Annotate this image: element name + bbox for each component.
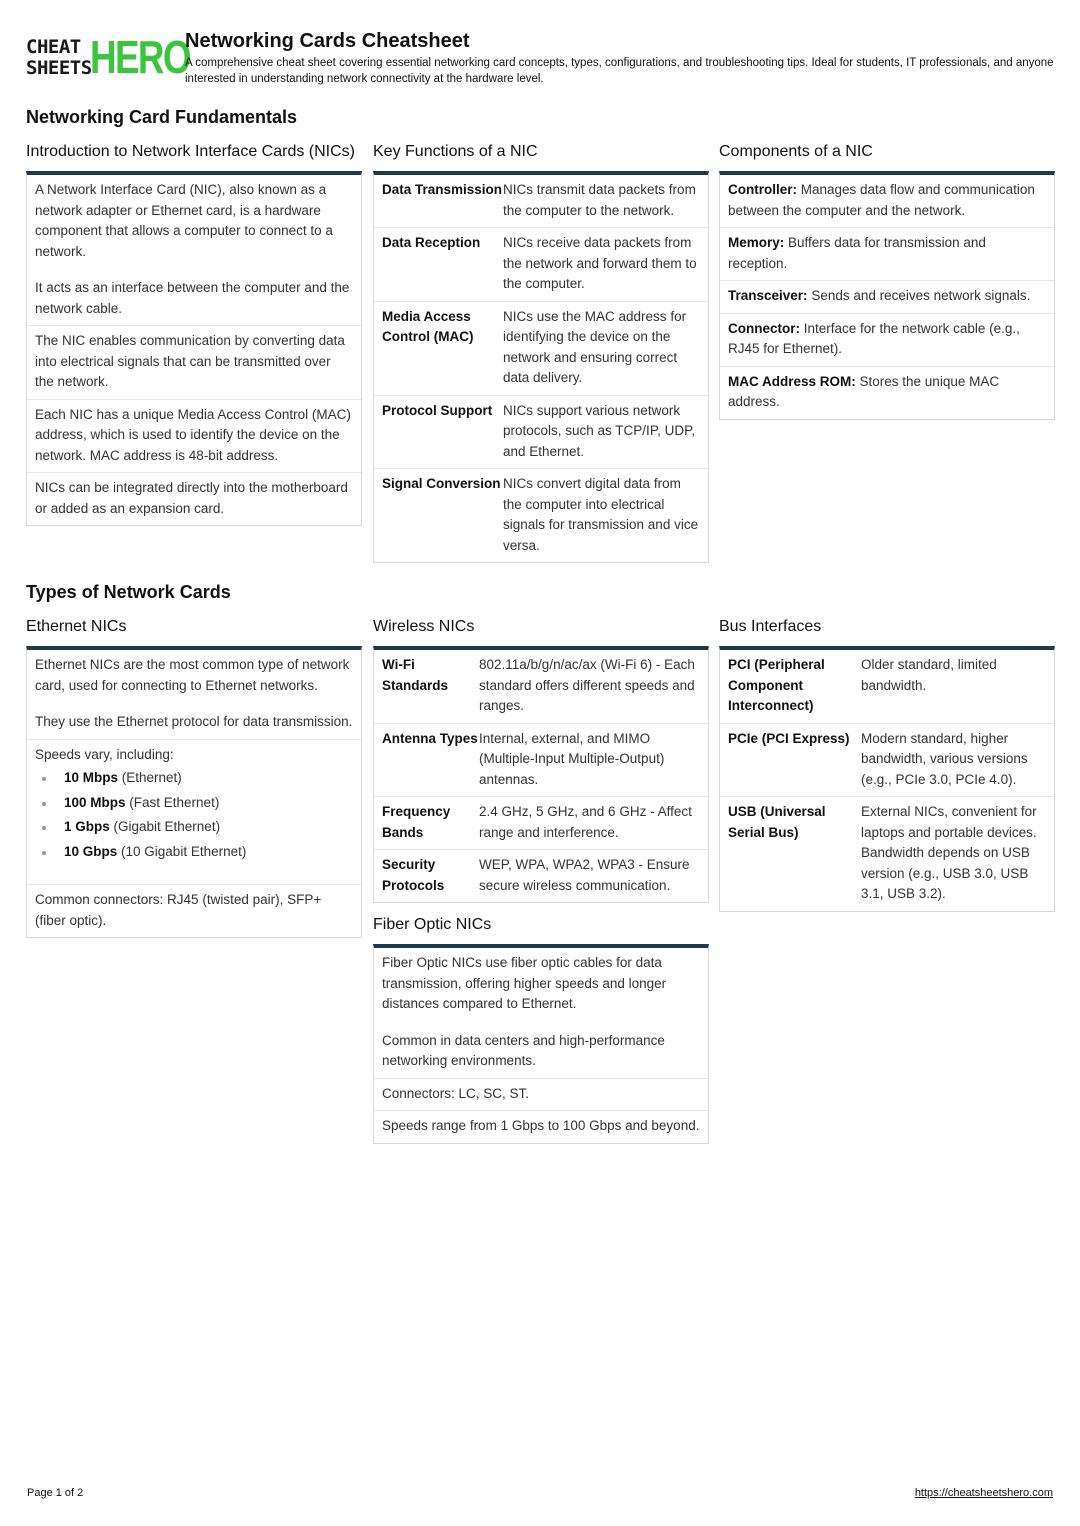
cheatsheetshero-logo[interactable] <box>26 31 190 83</box>
list-item <box>35 791 353 816</box>
ethernet-card <box>26 646 362 938</box>
row-key: Data Transmission <box>382 182 503 197</box>
list-item <box>720 314 1054 367</box>
row-key: USB (Universal Serial Bus) <box>728 804 826 840</box>
ethernet-card-column <box>26 615 362 938</box>
intro-cell: The NIC enables communication by converting data into electrical signals that can be transmitted over the network. <box>27 326 361 400</box>
site-link[interactable]: https://cheatsheetshero.com <box>914 1487 1053 1499</box>
fiber-paragraph: Common in data centers and high-performance networking environments. <box>382 1032 665 1068</box>
intro-paragraph: A Network Interface Card (NIC), also known as a network adapter or Ethernet card, is a hardware component that allows a computer to connect to a network. <box>35 182 333 259</box>
components-card-column <box>719 140 1055 420</box>
speed-value: 10 Gbps <box>64 843 118 859</box>
list-item <box>720 281 1054 314</box>
speed-label: (Ethernet) <box>118 770 182 785</box>
item-value: Manages data flow and communication between the computer and the network. <box>728 182 1035 218</box>
list-item <box>35 840 353 865</box>
intro-card <box>26 171 362 526</box>
item-value: Interface for the network cable (e.g., RJ45 for Ethernet). <box>728 320 1020 356</box>
logo-sheets-text: SHEETS <box>26 57 92 79</box>
fiber-card <box>373 944 709 1144</box>
page-number: Page 1 of 2 <box>27 1487 84 1499</box>
item-key: Memory: <box>728 235 785 250</box>
speeds-list <box>35 766 353 864</box>
table-row <box>374 302 708 396</box>
fiber-paragraph: Fiber Optic NICs use fiber optic cables for data transmission, offering higher speeds and longer distances compared to Ethernet. <box>382 955 667 1011</box>
components-card <box>719 171 1055 420</box>
card-title-intro: Introduction to Network Interface Cards (NICs) <box>26 143 356 160</box>
table-row <box>720 797 1054 911</box>
intro-paragraph: It acts as an interface between the computer and the network cable. <box>35 280 350 316</box>
table-row <box>374 650 708 724</box>
speed-value: 10 Mbps <box>64 770 119 785</box>
row-value: NICs receive data packets from the network and forward them to the computer. <box>503 235 697 291</box>
item-key: Controller: <box>728 182 797 197</box>
table-row <box>374 797 708 850</box>
item-key: MAC Address ROM: <box>728 373 856 389</box>
page-subtitle: A comprehensive cheat sheet covering essential networking card concepts, types, configurations, and troubleshooting tips. Ideal for students, IT professionals, and anyone interested in understanding network connectivity at the hardware level. <box>185 57 1054 85</box>
table-row <box>374 724 708 798</box>
table-row <box>720 650 1054 724</box>
row-key: Antenna Types <box>382 730 478 746</box>
row-value: Modern standard, higher bandwidth, various versions (e.g., PCIe 3.0, PCIe 4.0). <box>861 730 1028 787</box>
table-row <box>720 724 1054 798</box>
intro-cell <box>27 175 361 326</box>
ethernet-cell <box>27 650 361 740</box>
section-title-fundamentals: Networking Card Fundamentals <box>26 107 298 127</box>
table-row <box>374 175 708 228</box>
row-value: Older standard, limited bandwidth. <box>861 657 997 693</box>
row-value: Internal, external, and MIMO (Multiple-Input Multiple-Output) antennas. <box>479 730 665 787</box>
list-item <box>720 175 1054 228</box>
card-title-functions: Key Functions of a NIC <box>373 143 538 160</box>
item-value: Buffers data for transmission and reception. <box>728 235 986 271</box>
wireless-card-column <box>373 615 709 1144</box>
row-value: NICs support various network protocols, such as TCP/IP, UDP, and Ethernet. <box>503 402 696 459</box>
row-value: WEP, WPA, WPA2, WPA3 - Ensure secure wireless communication. <box>479 857 690 893</box>
speed-label: (Gigabit Ethernet) <box>109 819 221 834</box>
list-item <box>35 766 353 791</box>
speeds-intro: Speeds vary, including: <box>35 746 174 762</box>
item-key: Transceiver: <box>728 288 808 303</box>
speed-value: 1 Gbps <box>64 819 110 834</box>
card-title-fiber: Fiber Optic NICs <box>373 916 492 933</box>
card-title-bus: Bus Interfaces <box>719 618 822 635</box>
speed-value: 100 Mbps <box>64 794 126 810</box>
card-title-ethernet: Ethernet NICs <box>26 618 127 635</box>
wireless-card <box>373 646 709 903</box>
row-key: Security Protocols <box>382 857 445 893</box>
page-title: Networking Cards Cheatsheet <box>185 30 470 52</box>
ethernet-speeds-cell <box>27 740 361 886</box>
logo-hero-text: HERO <box>90 31 190 83</box>
list-item <box>35 815 353 840</box>
fiber-cell <box>374 948 708 1079</box>
list-item <box>720 228 1054 281</box>
intro-cell: Each NIC has a unique Media Access Control (MAC) address, which is used to identify the device on the network. MAC address is 48-bit address. <box>27 400 361 474</box>
table-row <box>374 850 708 902</box>
list-item <box>720 367 1054 419</box>
row-value: 2.4 GHz, 5 GHz, and 6 GHz - Affect range and interference. <box>479 804 692 840</box>
fiber-cell: Connectors: LC, SC, ST. <box>374 1079 708 1112</box>
row-key: Signal Conversion <box>382 476 501 491</box>
row-key: Media Access Control (MAC) <box>382 308 474 344</box>
card-title-wireless: Wireless NICs <box>373 618 475 635</box>
row-key: Wi-Fi Standards <box>382 657 449 693</box>
logo-cheat-text: CHEAT <box>26 36 81 58</box>
item-key: Connector: <box>728 320 800 336</box>
fiber-cell: Speeds range from 1 Gbps to 100 Gbps and beyond. <box>382 1118 700 1133</box>
bus-card-column <box>719 615 1055 912</box>
page-header <box>26 30 1056 90</box>
item-value: Sends and receives network signals. <box>807 288 1031 303</box>
row-key: Frequency Bands <box>382 804 451 840</box>
ethernet-paragraph: Ethernet NICs are the most common type of network card, used for connecting to Ethernet networks. <box>35 657 350 693</box>
ethernet-connectors-cell: Common connectors: RJ45 (twisted pair), SFP+ (fiber optic). <box>35 892 322 928</box>
table-row <box>374 396 708 470</box>
row-value: External NICs, convenient for laptops and portable devices. Bandwidth depends on USB version (e.g., USB 3.0, USB 3.1, USB 3.2). <box>861 804 1037 901</box>
card-title-components: Components of a NIC <box>719 143 873 160</box>
item-value: Stores the unique MAC address. <box>728 373 1000 409</box>
functions-card <box>373 171 709 563</box>
ethernet-paragraph: They use the Ethernet protocol for data transmission. <box>35 714 353 729</box>
bus-card <box>719 646 1055 912</box>
speed-label: (Fast Ethernet) <box>125 794 220 810</box>
row-value: NICs transmit data packets from the computer to the network. <box>503 182 696 218</box>
row-key: Protocol Support <box>382 402 493 418</box>
row-key: Data Reception <box>382 235 481 250</box>
table-row <box>374 469 708 562</box>
intro-cell: NICs can be integrated directly into the motherboard or added as an expansion card. <box>35 480 348 516</box>
row-value: NICs convert digital data from the computer into electrical signals for transmission and vice versa. <box>503 476 699 553</box>
row-value: NICs use the MAC address for identifying the device on the network and ensuring correct data delivery. <box>503 308 687 385</box>
table-row <box>374 228 708 302</box>
section-title-types: Types of Network Cards <box>26 582 231 602</box>
speed-label: (10 Gigabit Ethernet) <box>117 843 247 859</box>
row-key: PCI (Peripheral Component Interconnect) <box>728 657 825 713</box>
row-key: PCIe (PCI Express) <box>728 730 850 746</box>
row-value: 802.11a/b/g/n/ac/ax (Wi-Fi 6) - Each standard offers different speeds and ranges. <box>479 657 695 713</box>
intro-card-column <box>26 140 362 526</box>
functions-card-column <box>373 140 709 563</box>
